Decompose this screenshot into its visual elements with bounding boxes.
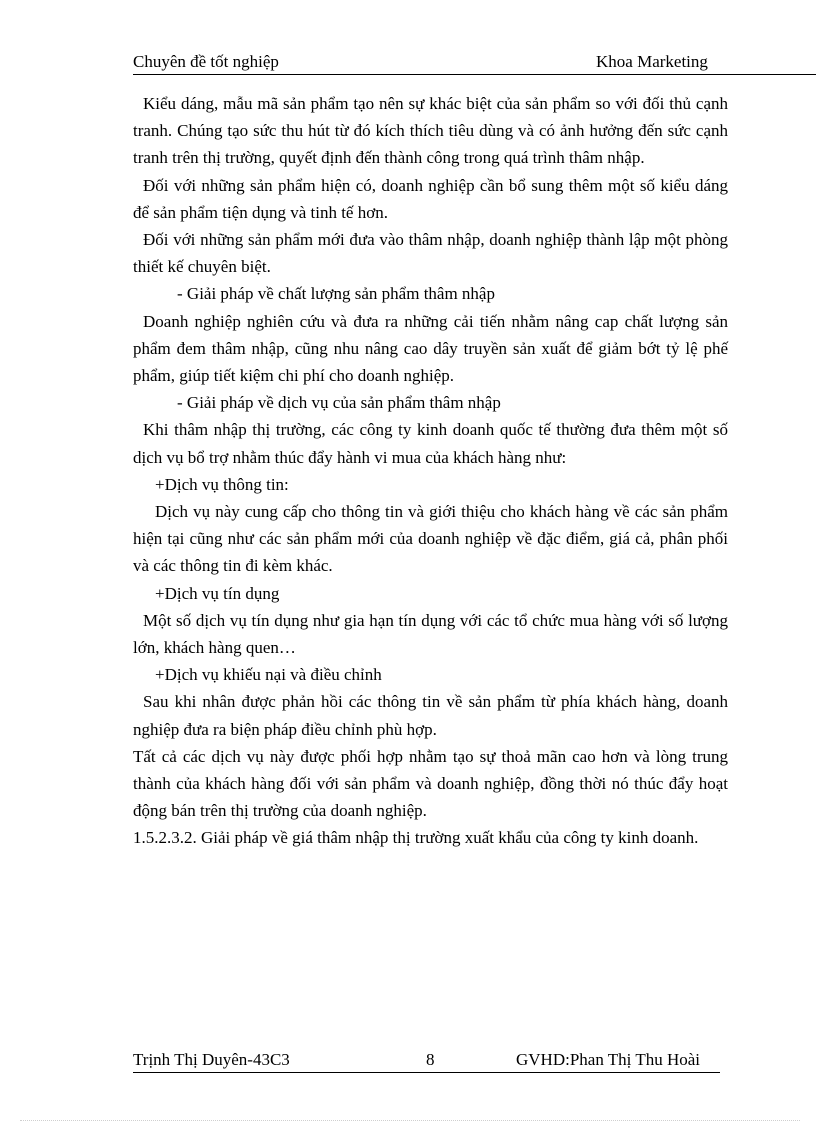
paragraph: Doanh nghiệp nghiên cứu và đưa ra những cải tiến nhằm nâng cap chất lượng sản phẩm đem thâm nhập, cũng nhu nâng cao dây truyền sản xuất để giảm bớt tỷ lệ phế phẩm, giúp tiết kiệm chi phí cho doanh nghiệp.	[133, 311, 728, 386]
page-footer	[133, 1050, 720, 1073]
paragraph: Sau khi nhân được phản hồi các thông tin về sản phẩm từ phía khách hàng, doanh nghiệp đưa ra biện pháp điều chỉnh phù hợp.	[133, 692, 728, 739]
list-item-heading: +Dịch vụ tín dụng	[155, 583, 280, 603]
list-item-heading: +Dịch vụ thông tin:	[155, 474, 289, 494]
section-heading: 1.5.2.3.2. Giải pháp về giá thâm nhập thị trường xuất khẩu của công ty kinh doanh.	[133, 828, 699, 848]
subheading: - Giải pháp về chất lượng sản phẩm thâm nhập	[177, 284, 495, 304]
header-left-title: Chuyên đề tốt nghiệp	[133, 52, 279, 71]
page-header	[133, 52, 816, 75]
footer-author: Trịnh Thị Duyên-43C3	[133, 1050, 290, 1069]
body-text	[133, 90, 728, 852]
subheading: - Giải pháp về dịch vụ của sản phẩm thâm nhập	[177, 393, 501, 413]
header-right-title: Khoa Marketing	[596, 52, 708, 71]
page-number: 8	[426, 1050, 435, 1069]
page-bottom-divider	[20, 1120, 800, 1121]
paragraph: Đối với những sản phẩm hiện có, doanh nghiệp cần bổ sung thêm một số kiểu dáng để sản phẩm tiện dụng và tinh tế hơn.	[133, 175, 728, 222]
list-item-heading: +Dịch vụ khiếu nại và điều chỉnh	[155, 665, 382, 685]
paragraph: Tất cả các dịch vụ này được phối hợp nhằm tạo sự thoả mãn cao hơn và lòng trung thành của khách hàng đối với sản phẩm và doanh nghiệp, đồng thời nó thúc đẩy hoạt động bán trên thị trường của doanh nghiệp.	[133, 746, 728, 821]
paragraph: Kiểu dáng, mẫu mã sản phẩm tạo nên sự khác biệt của sản phẩm so với đối thủ cạnh tranh. Chúng tạo sức thu hút từ đó kích thích tiêu dùng và có ảnh hưởng đến sức cạnh tranh trên thị trường, quyết định đến thành công trong quá trình thâm nhập.	[133, 94, 728, 168]
paragraph: Đối với những sản phẩm mới đưa vào thâm nhập, doanh nghiệp thành lập một phòng thiết kế chuyên biệt.	[133, 230, 728, 277]
paragraph: Khi thâm nhập thị trường, các công ty kinh doanh quốc tế thường đưa thêm một số dịch vụ bổ trợ nhằm thúc đẩy hành vi mua của khách hàng như:	[133, 420, 728, 467]
footer-advisor: GVHD:Phan Thị Thu Hoài	[516, 1050, 701, 1069]
paragraph: Dịch vụ này cung cấp cho thông tin và giới thiệu cho khách hàng về các sản phẩm hiện tại cũng như các sản phẩm mới của doanh nghiệp về đặc điểm, giá cả, phân phối và các thông tin đi kèm khác.	[133, 502, 728, 576]
paragraph: Một số dịch vụ tín dụng như gia hạn tín dụng với các tổ chức mua hàng với số lượng lớn, khách hàng quen…	[133, 610, 728, 658]
